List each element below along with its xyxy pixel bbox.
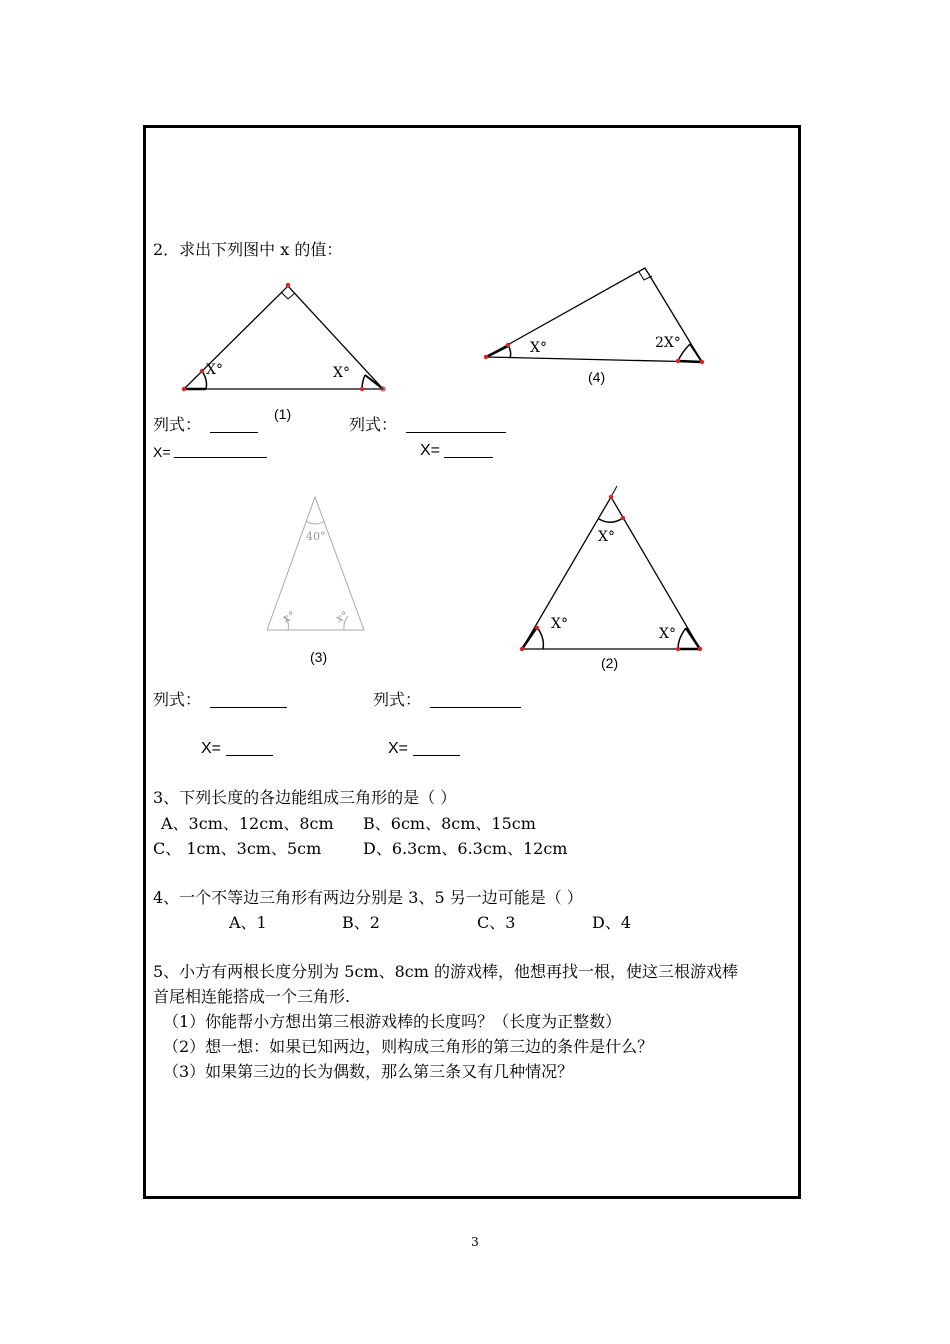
triangle-2 — [520, 486, 702, 651]
fig3-angle-left: x° — [280, 608, 298, 626]
fig2-angle-left: X° — [551, 616, 568, 632]
x-blank-1[interactable] — [174, 457, 267, 458]
x-label-1: X= — [153, 444, 171, 460]
fig1-angle-left: X° — [206, 362, 223, 378]
fig4-angle-right: 2X° — [655, 335, 681, 351]
q3-option-a[interactable]: A、3cm、12cm、8cm — [161, 814, 334, 833]
answer-blank-2[interactable] — [430, 707, 521, 708]
answer-blank-3[interactable] — [210, 707, 287, 708]
triangle-3 — [267, 497, 364, 630]
formula-label-1: 列式： — [153, 415, 202, 434]
q4-option-b[interactable]: B、2 — [342, 913, 380, 932]
q4-option-a[interactable]: A、1 — [229, 913, 267, 932]
q2-title: 2．求出下列图中 x 的值： — [153, 240, 343, 259]
fig2-label: (2) — [601, 655, 619, 671]
x-blank-2[interactable] — [413, 755, 460, 756]
x-label-3: X= — [201, 740, 222, 757]
x-blank-3[interactable] — [226, 755, 273, 756]
q5-sub3: （3）如果第三边的长为偶数，那么第三条又有几种情况？ — [163, 1062, 574, 1081]
fig3-angle-top: 40° — [306, 530, 326, 543]
fig3-label: (3) — [310, 649, 328, 665]
page-number: 3 — [471, 1235, 479, 1249]
fig1-angle-right: X° — [333, 365, 350, 381]
fig1-label: (1) — [274, 406, 292, 422]
fig4-angle-left: X° — [530, 340, 547, 356]
x-blank-4[interactable] — [444, 457, 493, 458]
answer-blank-1[interactable] — [210, 432, 258, 433]
triangle-4 — [484, 268, 704, 364]
q4-question: 4、一个不等边三角形有两边分别是 3、5 另一边可能是（ ） — [153, 888, 583, 907]
q5-sub2: （2）想一想：如果已知两边，则构成三角形的第三边的条件是什么？ — [163, 1037, 654, 1056]
q3-option-c[interactable]: C、 1cm、3cm、5cm — [153, 839, 322, 858]
triangle-1 — [182, 283, 385, 391]
formula-label-4: 列式： — [349, 415, 398, 434]
fig2-angle-top: X° — [598, 529, 615, 545]
x-label-2: X= — [388, 740, 409, 757]
q5-line2: 首尾相连能搭成一个三角形. — [153, 987, 351, 1006]
fig3-angle-right: x° — [333, 608, 351, 626]
answer-blank-4[interactable] — [406, 432, 506, 433]
q3-question: 3、下列长度的各边能组成三角形的是（ ） — [153, 788, 457, 807]
q5-sub1: （1）你能帮小方想出第三根游戏棒的长度吗？（长度为正整数） — [163, 1012, 622, 1031]
formula-label-2: 列式： — [373, 690, 422, 709]
fig4-label: (4) — [588, 369, 606, 385]
fig2-angle-right: X° — [659, 626, 676, 642]
q3-option-b[interactable]: B、6cm、8cm、15cm — [363, 814, 536, 833]
x-label-4: X= — [420, 442, 441, 459]
q3-option-d[interactable]: D、6.3cm、6.3cm、12cm — [363, 839, 568, 858]
formula-label-3: 列式： — [153, 690, 202, 709]
q5-line1: 5、小方有两根长度分别为 5cm、8cm 的游戏棒，他想再找一根，使这三根游戏棒 — [153, 962, 738, 981]
q4-option-c[interactable]: C、3 — [477, 913, 516, 932]
q4-option-d[interactable]: D、4 — [592, 913, 632, 932]
